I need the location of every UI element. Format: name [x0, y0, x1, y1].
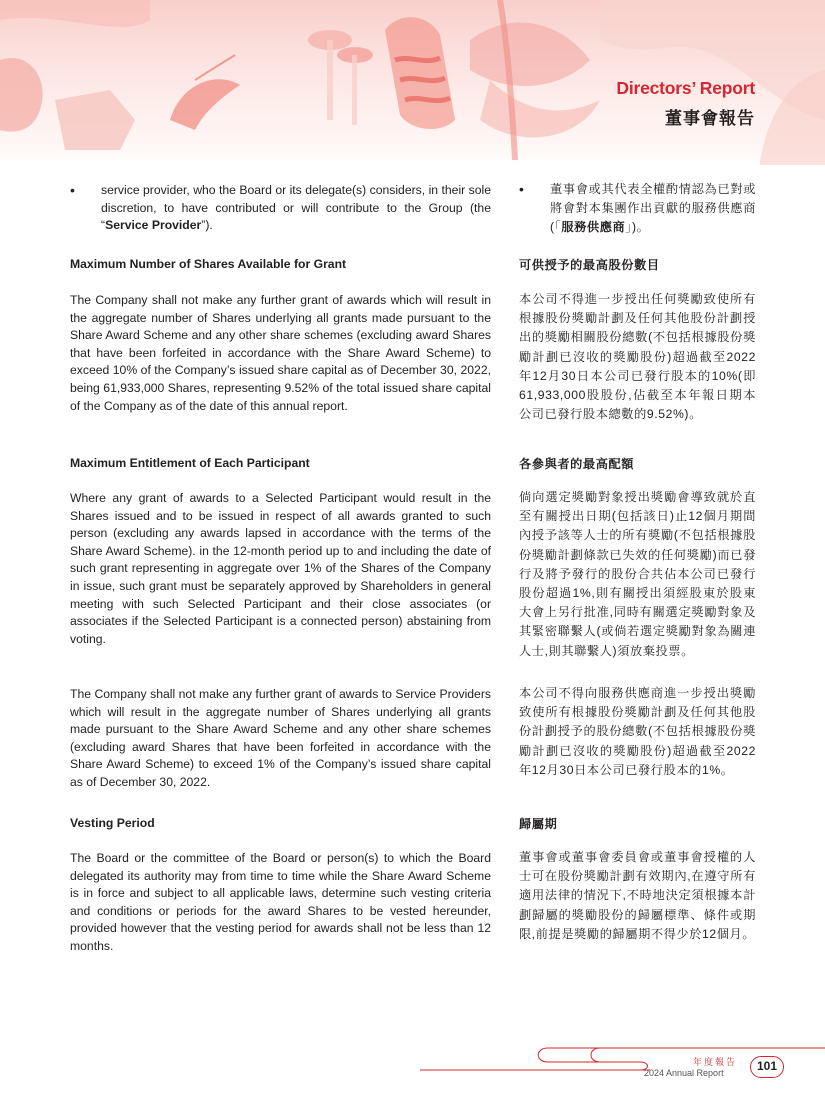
paragraph-vesting-period: The Board or the committee of the Board or person(s) to which the Board delegated its authority may from time to time while the Share Award Scheme is in force and subject to all applicable laws, determine such vesting criteria and conditions or periods for the award Shares to be vested hereunder, provided however that the vesting period for awards shall not be less than 12 months.	[70, 851, 491, 953]
footer-label: 2024 Annual Report	[644, 1068, 724, 1078]
heading-max-entitlement: Maximum Entitlement of Each Participant	[70, 456, 310, 470]
bullet-text: 董事會或其代表全權酌情認為已對或將會對本集團作出貢獻的服務供應商(「服務供應商」)。	[550, 182, 756, 235]
heading-vesting-period-chinese: 歸屬期	[519, 817, 558, 831]
page-section-title: Directors’ Report	[616, 78, 755, 98]
footer-label-chinese: 年度報告	[693, 1057, 738, 1067]
bullet-icon: •	[519, 181, 525, 197]
paragraph-max-shares: The Company shall not make any further grant of awards which will result in the aggregate number of Shares underlying all grants made pursuant to the Share Award Scheme and any other share schemes (excluding award Shares that have been forfeited in accordance with the Share Award Scheme) to exceed 10% of the Company’s issued share capital as of December 30, 2022, being 61,933,000 Shares, representing 9.52% of the total issued share capital of the Company as of the date of this annual report.	[70, 293, 491, 413]
paragraph-vesting-period-chinese: 董事會或董事會委員會或董事會授權的人士可在股份獎勵計劃有效期內,在遵守所有適用法律的情況下,不時地決定須根據本計劃歸屬的獎勵股份的歸屬標準、條件或期限,前提是獎勵的歸屬期不得少於12個月。	[519, 850, 756, 941]
english-bullet-service-provider	[70, 182, 491, 235]
heading-max-shares: Maximum Number of Shares Available for Grant	[70, 257, 347, 271]
paragraph-service-providers: The Company shall not make any further grant of awards to Service Providers which will result in the aggregate number of Shares underlying all grants made pursuant to the Share Award Scheme and any other share schemes (excluding award Shares that have been forfeited in accordance with the Share Award Scheme) to exceed 1% of the Company’s issued share capital as of December 30, 2022.	[70, 687, 491, 789]
page-number: 101	[750, 1056, 784, 1078]
page-footer	[0, 1030, 825, 1090]
heading-vesting-period: Vesting Period	[70, 816, 155, 830]
defined-term: Service Provider	[105, 218, 202, 233]
chinese-bullet-service-provider	[519, 180, 756, 238]
page-section-title-chinese: 董事會報告	[665, 109, 755, 128]
paragraph-max-entitlement: Where any grant of awards to a Selected Participant would result in the Shares issued and to be issued in respect of all awards granted to such person (excluding any awards lapsed in accordance with the terms of the Share Award Scheme). in the 12-month period up to and including the date of such grant representing in aggregate over 1% of the Shares of the Company in issue, such grant must be separately approved by Shareholders in general meeting with such Selected Participant and their close associates (or associates if the Selected Participant is a connected person) abstaining from voting.	[70, 491, 491, 646]
heading-max-shares-chinese: 可供授予的最高股份數目	[519, 258, 660, 272]
paragraph-service-providers-chinese: 本公司不得向服務供應商進一步授出獎勵致使所有根據股份獎勵計劃及任何其他股份計劃授予的股份總數(不包括根據股份獎勵計劃已沒收的獎勵股份)超過截至2022年12月30日本公司已發行股本的1%。	[519, 686, 756, 777]
bullet-text: service provider, who the Board or its delegate(s) considers, in their sole discretion, to have contributed or will contribute to the Group (the “Service Provider”).	[101, 183, 491, 233]
paragraph-max-shares-chinese: 本公司不得進一步授出任何獎勵致使所有根據股份獎勵計劃及任何其他股份計劃授出的獎勵相關股份總數(不包括根據股份獎勵計劃已沒收的獎勵股份)超過截至2022年12月30日本公司已發行股本的10%(即61,933,000股股份,佔截至本年報日期本公司已發行股本總數的9.52%)。	[519, 292, 756, 422]
paragraph-max-entitlement-chinese: 倘向選定獎勵對象授出獎勵會導致就於直至有關授出日期(包括該日)止12個月期間內授予該等人士的所有獎勵(不包括根據股份獎勵計劃條款已失效的任何獎勵)而已發行及將予發行的股份合共佔本公司已發行股份超過1%,則有關授出須經股東於股東大會上另行批准,同時有關選定獎勵對象及其緊密聯繫人(或倘若選定獎勵對象為關連人士,則其聯繫人)須放棄投票。	[519, 490, 756, 658]
defined-term: 服務供應商	[561, 220, 626, 235]
bullet-icon: •	[70, 182, 75, 198]
heading-max-entitlement-chinese: 各參與者的最高配額	[519, 457, 635, 471]
